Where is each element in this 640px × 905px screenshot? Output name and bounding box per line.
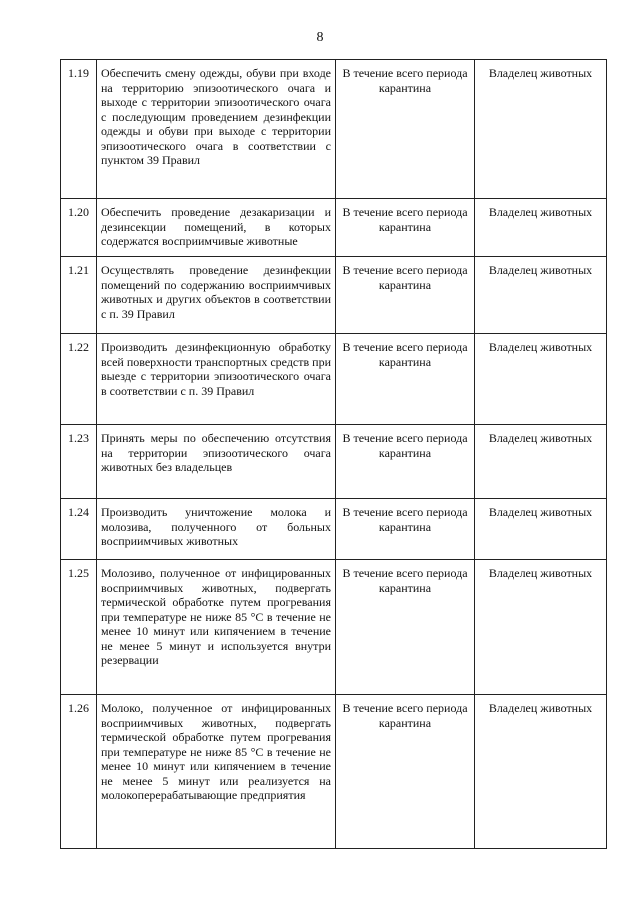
item-number: 1.23 (61, 425, 97, 499)
measure-term: В течение всего периода карантина (336, 199, 475, 257)
measure-term: В течение всего периода карантина (336, 425, 475, 499)
item-number: 1.20 (61, 199, 97, 257)
measure-text: Молозиво, полученное от инфицированных восприимчивых животных, подвергать термической обработке путем прогревания при температуре не ниже 85 °С в течение не менее 10 минут или кипячением в течение не менее 5 минут и используется внутри резервации (97, 560, 336, 695)
item-number: 1.26 (61, 695, 97, 849)
table-row (61, 425, 607, 499)
measure-responsible: Владелец животных (475, 560, 607, 695)
measure-term: В течение всего периода карантина (336, 499, 475, 560)
measure-term: В течение всего периода карантина (336, 257, 475, 334)
table-row (61, 695, 607, 849)
measure-responsible: Владелец животных (475, 425, 607, 499)
item-number: 1.24 (61, 499, 97, 560)
measure-text: Обеспечить проведение дезакаризации и дезинсекции помещений, в которых содержатся восприимчивые животные (97, 199, 336, 257)
measure-responsible: Владелец животных (475, 334, 607, 425)
measure-text: Принять меры по обеспечению отсутствия на территории эпизоотического очага животных без владельцев (97, 425, 336, 499)
table-row (61, 560, 607, 695)
measures-table (60, 59, 607, 849)
table-row (61, 334, 607, 425)
page-number: 8 (316, 30, 324, 45)
item-number: 1.21 (61, 257, 97, 334)
table-row (61, 199, 607, 257)
measure-text: Производить уничтожение молока и молозива, полученного от больных восприимчивых животных (97, 499, 336, 560)
item-number: 1.19 (61, 60, 97, 199)
measure-responsible: Владелец животных (475, 199, 607, 257)
measure-text: Производить дезинфекционную обработку всей поверхности транспортных средств при выезде с территории эпизоотического очага в соответствии с п. 39 Правил (97, 334, 336, 425)
item-number: 1.25 (61, 560, 97, 695)
measure-term: В течение всего периода карантина (336, 560, 475, 695)
measure-text: Осуществлять проведение дезинфекции помещений по содержанию восприимчивых животных и других объектов в соответствии с п. 39 Правил (97, 257, 336, 334)
table-row (61, 60, 607, 199)
measure-text: Молоко, полученное от инфицированных восприимчивых животных, подвергать термической обработке путем прогревания при температуре не ниже 85 °С в течение не менее 10 минут или кипячением в течение не менее 5 минут или реализуется на молокоперерабатывающие предприятия (97, 695, 336, 849)
table-row (61, 257, 607, 334)
measure-term: В течение всего периода карантина (336, 334, 475, 425)
measure-responsible: Владелец животных (475, 60, 607, 199)
measure-term: В течение всего периода карантина (336, 695, 475, 849)
measure-text: Обеспечить смену одежды, обуви при входе на территорию эпизоотического очага и выходе с территории эпизоотического очага с последующим проведением дезинфекции одежды и обуви при выходе с территории эпизоотического очага в соответствии с пунктом 39 Правил (97, 60, 336, 199)
item-number: 1.22 (61, 334, 97, 425)
measure-responsible: Владелец животных (475, 499, 607, 560)
measure-term: В течение всего периода карантина (336, 60, 475, 199)
table-row (61, 499, 607, 560)
measure-responsible: Владелец животных (475, 257, 607, 334)
measure-responsible: Владелец животных (475, 695, 607, 849)
